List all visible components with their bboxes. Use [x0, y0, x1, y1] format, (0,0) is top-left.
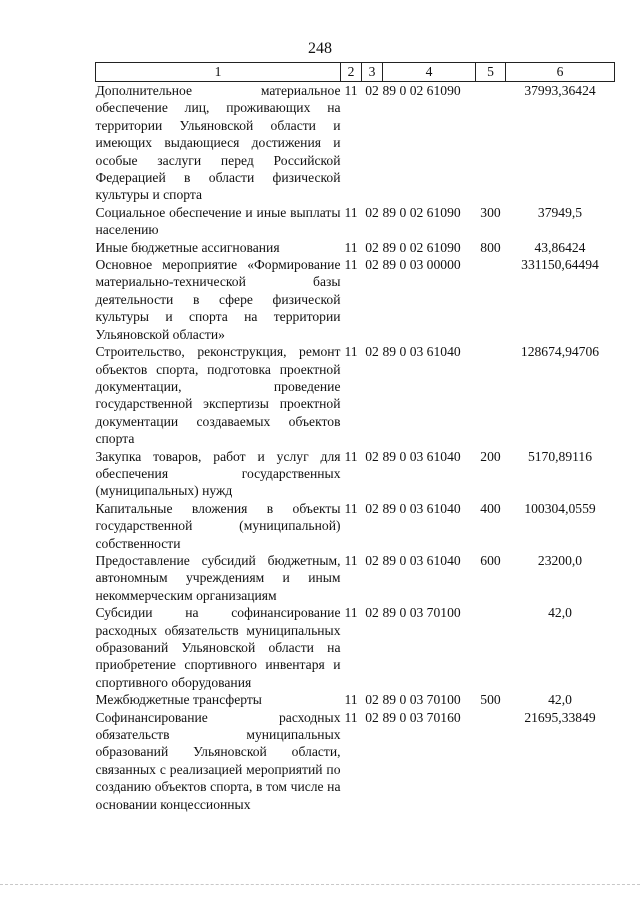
cell-sum: 5170,89116: [527, 448, 593, 464]
cell-name: Строительство, реконструкция, ремонт объектов спорта, подготовка проектной документации, проведение государственной экспертизы проектной документации создаваемых объектов спорта: [95, 344, 341, 447]
cell-pr: 02: [365, 239, 379, 255]
cell-csr: 89 0 02 61090: [382, 204, 461, 220]
cell-rz: 11: [344, 709, 358, 725]
cell-csr: 89 0 02 61090: [382, 83, 461, 98]
cell-name: Иные бюджетные ассигнования: [95, 239, 280, 255]
cell-rz: 11: [344, 605, 358, 621]
cell-vr: 400: [480, 500, 501, 516]
cell-sum: 21695,33849: [524, 709, 596, 725]
cell-vr: [476, 604, 506, 691]
cell-name: Социальное обеспечение и иные выплаты населению: [95, 204, 341, 238]
cell-rz: 11: [344, 204, 358, 220]
cell-csr: 89 0 03 61040: [382, 344, 461, 360]
column-header: 3: [362, 63, 383, 82]
budget-table: [95, 62, 615, 813]
column-header: 5: [476, 63, 506, 82]
cell-pr: 02: [365, 257, 379, 273]
cell-pr: 02: [365, 552, 379, 568]
cell-name: Субсидии на софинансирование расходных обязательств муниципальных образований Ульяновской области на приобретение спортивного инвентаря и спортивного оборудования: [95, 605, 341, 690]
cell-rz: 11: [344, 344, 358, 360]
cell-rz: 11: [344, 448, 358, 464]
cell-pr: 02: [365, 204, 379, 220]
table-row: [96, 552, 615, 604]
cell-sum: 128674,94706: [520, 344, 600, 360]
column-header: 2: [341, 63, 362, 82]
cell-csr: 89 0 03 61040: [382, 448, 461, 464]
table-row: [96, 691, 615, 708]
column-header: 4: [383, 63, 476, 82]
cell-sum: 37993,36424: [524, 83, 596, 98]
scan-edge-line: [0, 884, 640, 885]
cell-pr: 02: [365, 344, 379, 360]
cell-rz: 11: [344, 692, 358, 708]
cell-sum: 331150,64494: [521, 257, 599, 273]
table-row: [96, 239, 615, 256]
cell-pr: 02: [365, 448, 379, 464]
cell-csr: 89 0 03 70100: [382, 692, 461, 708]
cell-pr: 02: [365, 605, 379, 621]
cell-csr: 89 0 03 61040: [382, 552, 461, 568]
cell-vr: 300: [480, 204, 501, 220]
cell-vr: [476, 82, 506, 204]
cell-sum: 42,0: [548, 605, 572, 621]
table-row: [96, 82, 615, 204]
cell-sum: 23200,0: [537, 552, 583, 568]
table-row: [96, 500, 615, 552]
cell-name: Закупка товаров, работ и услуг для обеспечения государственных (муниципальных) нужд: [95, 448, 341, 499]
cell-rz: 11: [344, 83, 358, 98]
cell-sum: 37949,5: [537, 204, 583, 220]
cell-rz: 11: [344, 257, 358, 273]
cell-csr: 89 0 03 70160: [382, 709, 461, 725]
cell-name: Межбюджетные трансферты: [95, 692, 262, 708]
cell-sum: 43,86424: [534, 239, 586, 255]
table-row: [96, 204, 615, 239]
cell-name: Софинансирование расходных обязательств муниципальных образований Ульяновской области, связанных с реализацией мероприятий по созданию объектов спорта, в том числе на основании концессионных: [95, 709, 341, 812]
cell-pr: 02: [365, 692, 379, 708]
cell-vr: 500: [480, 692, 501, 708]
cell-name: Капитальные вложения в объекты государственной (муниципальной) собственности: [95, 500, 341, 551]
cell-pr: 02: [365, 500, 379, 516]
cell-vr: 200: [480, 448, 501, 464]
table-row: [96, 256, 615, 343]
cell-rz: 11: [344, 552, 358, 568]
column-header: 1: [96, 63, 341, 82]
column-header: 6: [506, 63, 615, 82]
cell-csr: 89 0 03 70100: [382, 605, 461, 621]
cell-rz: 11: [344, 500, 358, 516]
cell-name: Дополнительное материальное обеспечение лиц, проживающих на территории Ульяновской области и имеющих выдающиеся достижения и особые заслуги перед Российской Федерацией в области физической культуры и спорта: [95, 83, 341, 203]
cell-sum: 42,0: [548, 692, 572, 708]
table-row: [96, 448, 615, 500]
cell-name: Предоставление субсидий бюджетным, автономным учреждениям и иным некоммерческим организациям: [95, 552, 341, 603]
cell-csr: 89 0 03 00000: [382, 257, 461, 273]
cell-vr: 800: [480, 239, 501, 255]
cell-vr: 600: [480, 552, 501, 568]
cell-pr: 02: [365, 709, 379, 725]
table-header-row: [96, 63, 615, 82]
cell-rz: 11: [344, 239, 358, 255]
page-number: 248: [308, 40, 332, 57]
cell-csr: 89 0 02 61090: [382, 239, 461, 255]
table-row: [96, 343, 615, 447]
cell-csr: 89 0 03 61040: [382, 500, 461, 516]
cell-vr: [476, 343, 506, 447]
table-row: [96, 709, 615, 813]
cell-sum: 100304,0559: [524, 500, 596, 516]
cell-pr: 02: [365, 83, 379, 98]
table-row: [96, 604, 615, 691]
cell-vr: [476, 256, 506, 343]
cell-name: Основное мероприятие «Формирование материально-технической базы деятельности в сфере физической культуры и спорта на территории Ульяновской области»: [95, 257, 341, 342]
cell-vr: [476, 709, 506, 813]
